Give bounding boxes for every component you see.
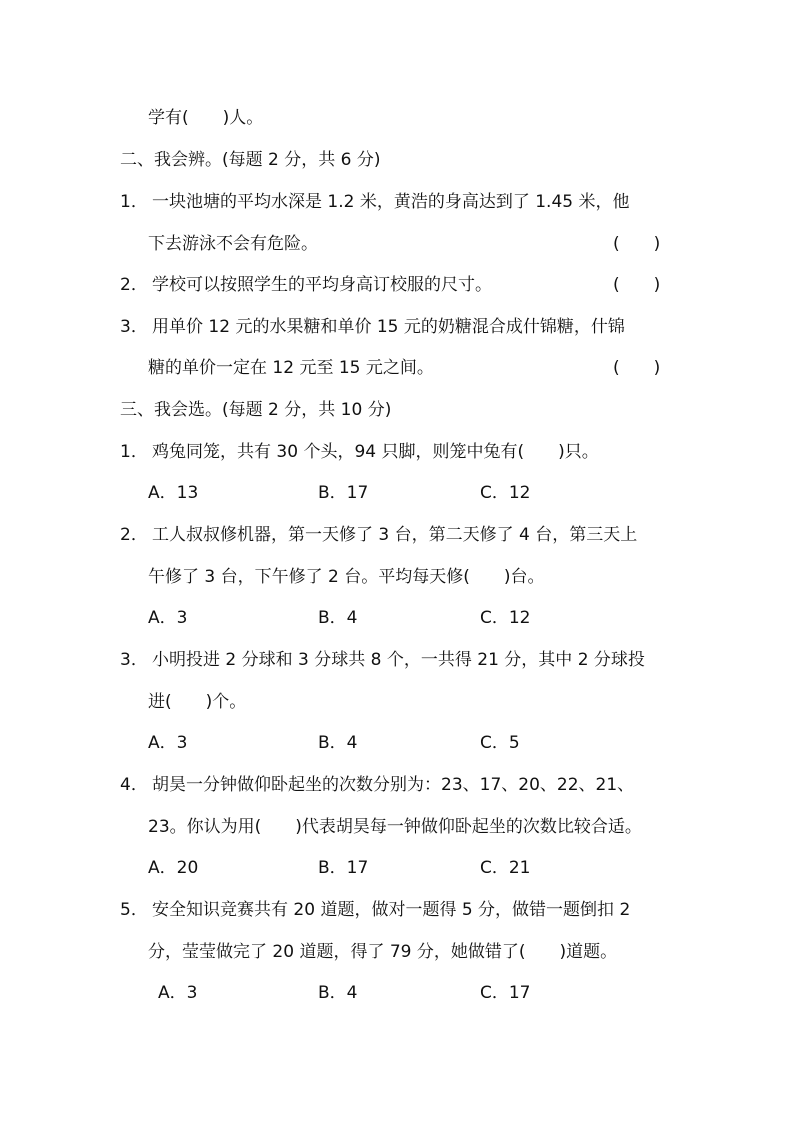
option-a[interactable]: A．3	[148, 733, 188, 753]
question-text: 小明投进 2 分球和 3 分球共 8 个，一共得 21 分，其中 2 分球投	[152, 650, 645, 670]
option-b[interactable]: B．17	[318, 483, 369, 503]
question-text: 工人叔叔修机器，第一天修了 3 台，第二天修了 4 台，第三天上	[152, 525, 638, 545]
question-text-line2: 23。你认为用( )代表胡昊每一钟做仰卧起坐的次数比较合适。	[148, 817, 642, 837]
option-a[interactable]: A．13	[148, 483, 199, 503]
option-b[interactable]: B．4	[318, 733, 358, 753]
answer-blank[interactable]: ( )	[613, 234, 661, 254]
option-c[interactable]: C．21	[480, 858, 531, 878]
question-text: 用单价 12 元的水果糖和单价 15 元的奶糖混合成什锦糖，什锦	[152, 317, 625, 337]
option-b[interactable]: B．4	[318, 983, 358, 1003]
question-text-line2: 下去游泳不会有危险。	[148, 234, 318, 254]
question-text: 鸡兔同笼，共有 30 个头，94 只脚，则笼中兔有( )只。	[152, 442, 599, 462]
continuation-text: 学有( )人。	[148, 108, 264, 128]
option-a[interactable]: A．3	[148, 608, 188, 628]
question-number: 2．	[120, 275, 148, 295]
question-text: 胡昊一分钟做仰卧起坐的次数分别为：23、17、20、22、21、	[152, 775, 635, 795]
option-c[interactable]: C．12	[480, 483, 531, 503]
option-a[interactable]: A．3	[158, 983, 198, 1003]
question-text: 一块池塘的平均水深是 1.2 米，黄浩的身高达到了 1.45 米，他	[152, 192, 630, 212]
question-number: 1．	[120, 442, 148, 462]
question-text-line2: 糖的单价一定在 12 元至 15 元之间。	[148, 358, 434, 378]
question-number: 4．	[120, 775, 148, 795]
question-text: 学校可以按照学生的平均身高订校服的尺寸。	[152, 275, 492, 295]
question-number: 3．	[120, 650, 148, 670]
question-text: 安全知识竞赛共有 20 道题，做对一题得 5 分，做错一题倒扣 2	[152, 900, 631, 920]
question-number: 5．	[120, 900, 148, 920]
option-c[interactable]: C．5	[480, 733, 520, 753]
question-text-line2: 午修了 3 台，下午修了 2 台。平均每天修( )台。	[148, 567, 545, 587]
section-2-title: 二、我会辨。(每题 2 分，共 6 分)	[120, 150, 381, 170]
section-3-title: 三、我会选。(每题 2 分，共 10 分)	[120, 400, 392, 420]
question-text-line2: 分，莹莹做完了 20 道题，得了 79 分，她做错了( )道题。	[148, 942, 618, 962]
question-number: 2．	[120, 525, 148, 545]
answer-blank[interactable]: ( )	[613, 358, 661, 378]
option-c[interactable]: C．17	[480, 983, 531, 1003]
answer-blank[interactable]: ( )	[613, 275, 661, 295]
option-b[interactable]: B．17	[318, 858, 369, 878]
question-text-line2: 进( )个。	[148, 692, 247, 712]
question-number: 3．	[120, 317, 148, 337]
question-number: 1．	[120, 192, 148, 212]
option-c[interactable]: C．12	[480, 608, 531, 628]
option-b[interactable]: B．4	[318, 608, 358, 628]
option-a[interactable]: A．20	[148, 858, 199, 878]
